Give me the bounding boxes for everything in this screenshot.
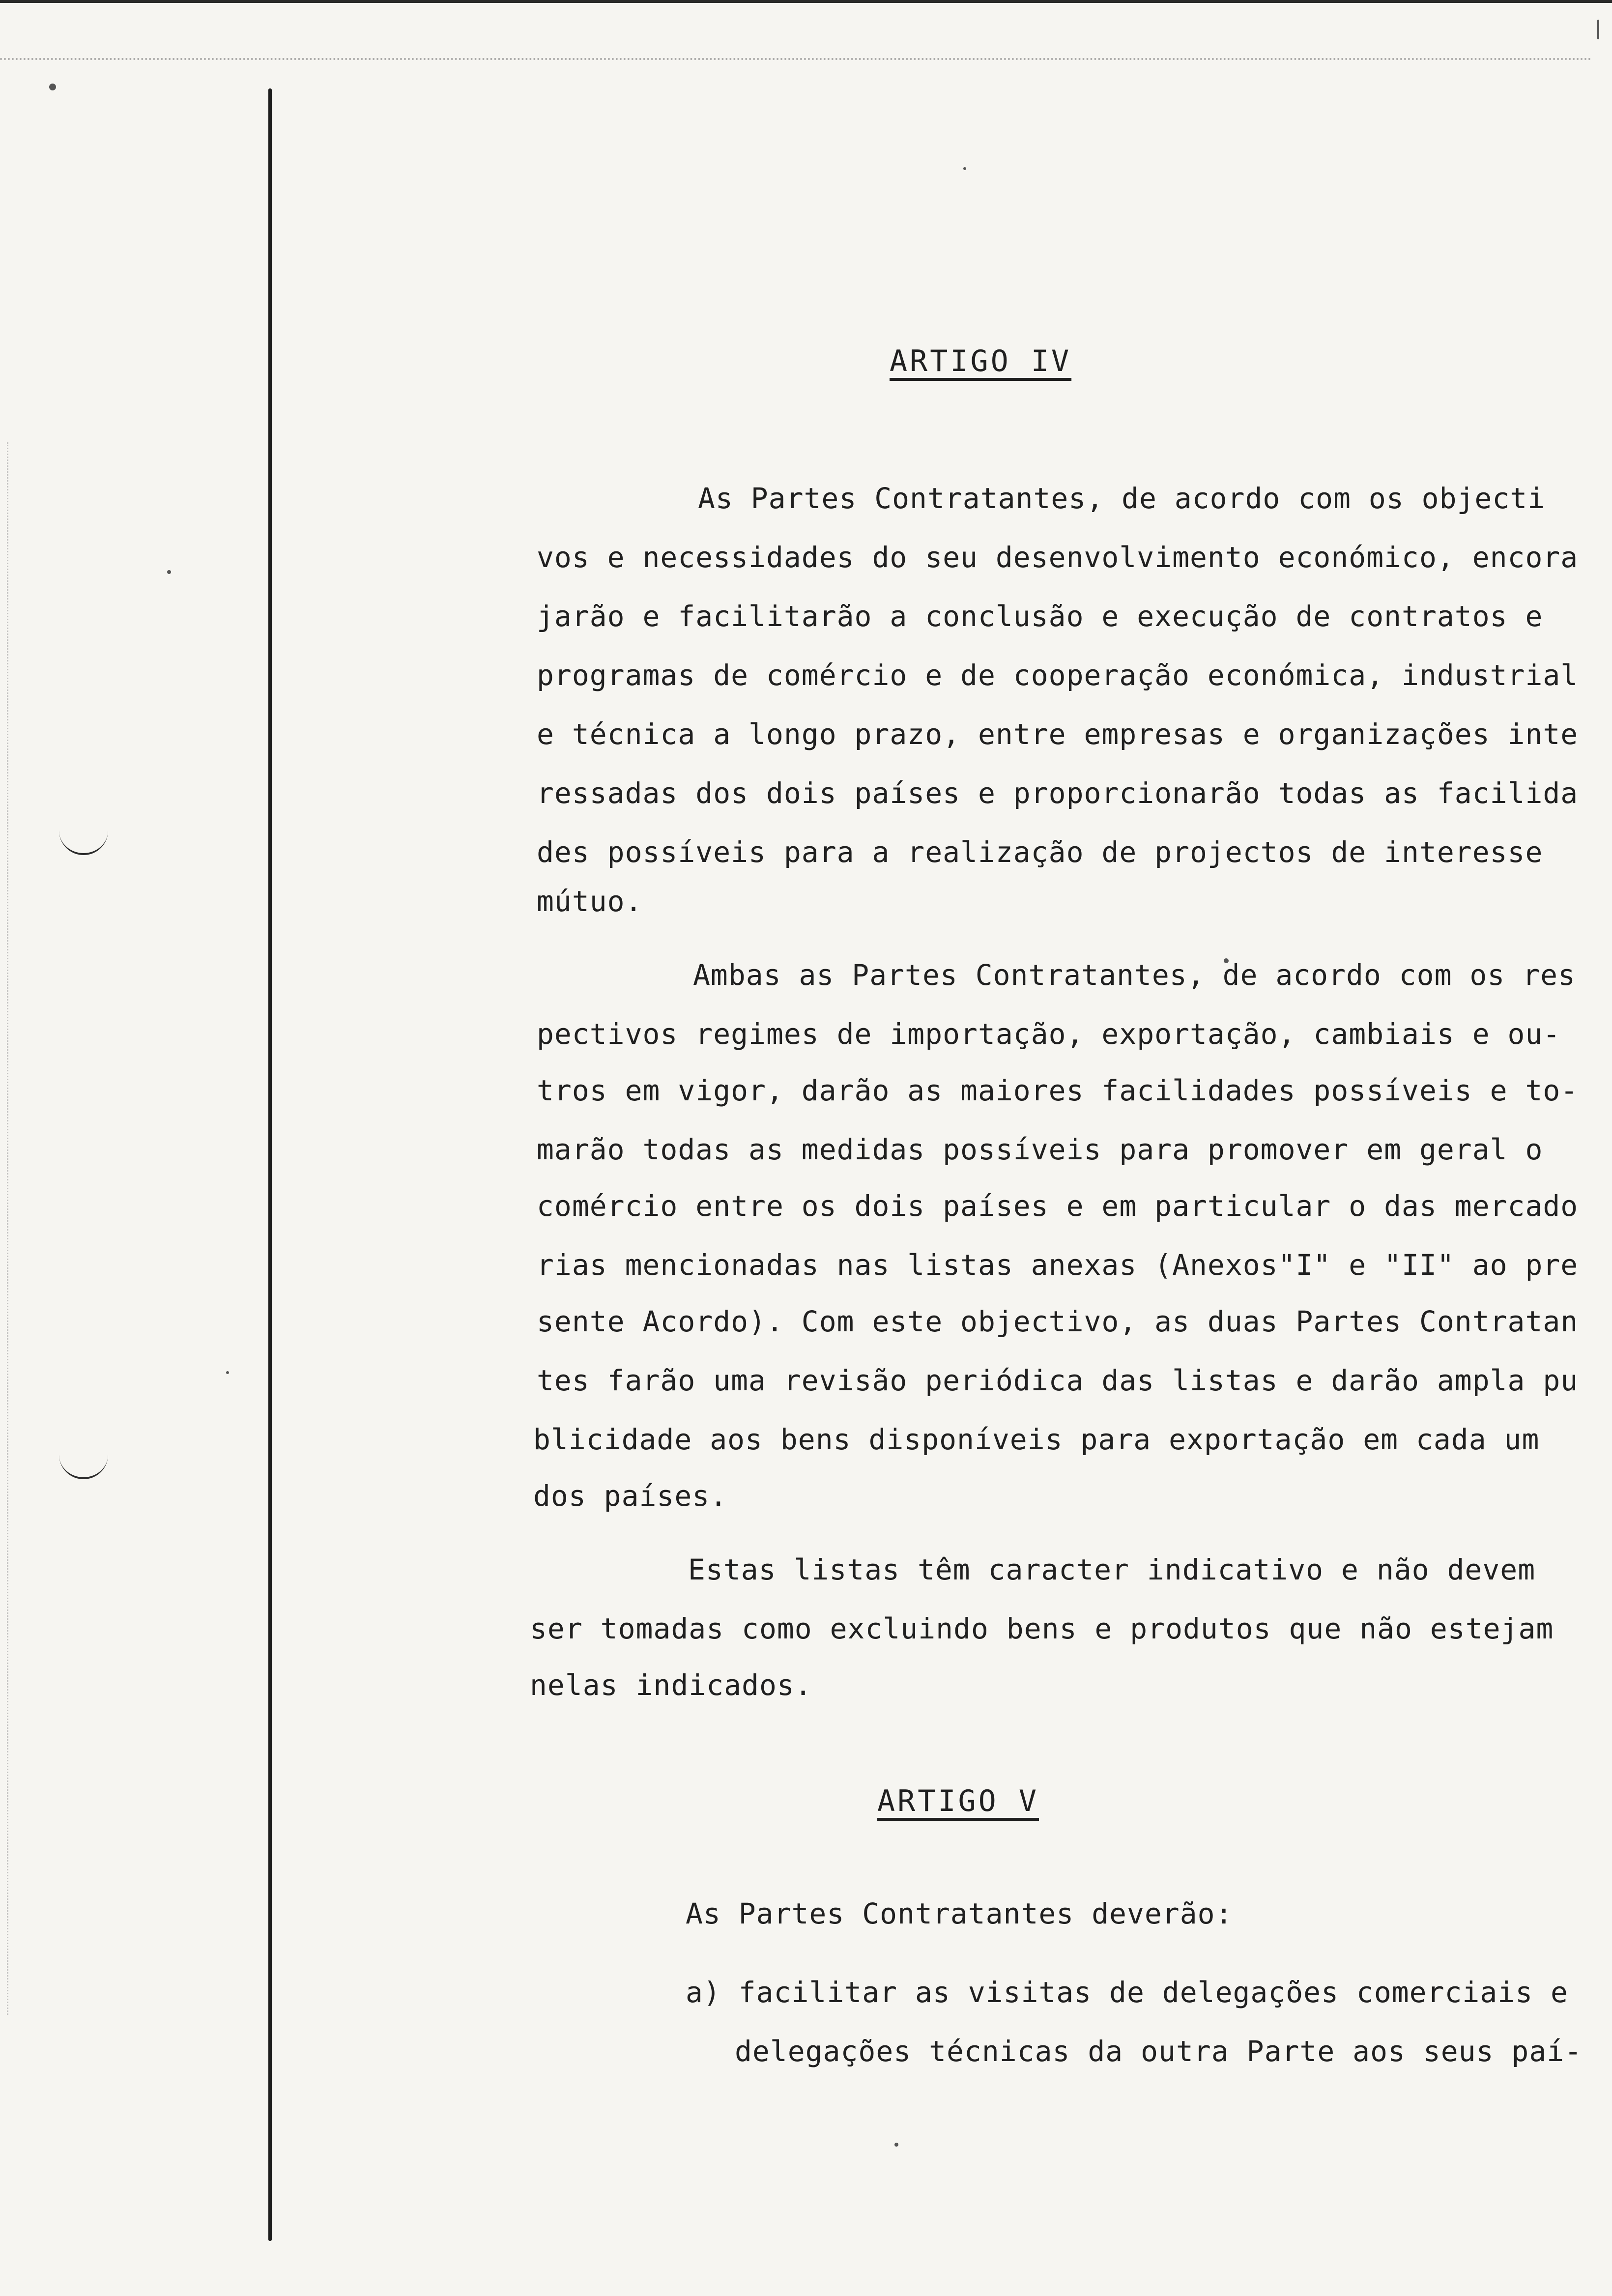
speck <box>894 2143 898 2147</box>
speck <box>226 1371 229 1374</box>
dotted-header-rule <box>0 58 1592 60</box>
paragraph-line: vos e necessidades do seu desenvolvimento económico, encora <box>537 541 1579 574</box>
list-item-line: a) facilitar as visitas de delegações comerciais e <box>686 1976 1568 2009</box>
paragraph-line: nelas indicados. <box>530 1668 812 1702</box>
paragraph-line: ser tomadas como excluindo bens e produtos que não estejam <box>530 1612 1554 1645</box>
paragraph-line: ressadas dos dois países e proporcionarão todas as facilida <box>537 776 1579 810</box>
paragraph-line: programas de comércio e de cooperação económica, industrial <box>537 659 1579 692</box>
paragraph-line: pectivos regimes de importação, exportação, cambiais e ou- <box>537 1017 1561 1051</box>
top-edge-rule <box>0 0 1612 3</box>
paragraph-line: marão todas as medidas possíveis para promover em geral o <box>537 1133 1543 1166</box>
paragraph-line: tes farão uma revisão periódica das listas e darão ampla pu <box>537 1364 1579 1397</box>
left-margin-line <box>268 88 272 2241</box>
paragraph-line: dos países. <box>533 1479 728 1513</box>
paragraph-line: mútuo. <box>537 885 643 918</box>
paragraph-line: sente Acordo). Com este objectivo, as duas Partes Contratan <box>537 1305 1579 1338</box>
list-item-line: delegações técnicas da outra Parte aos seus paí- <box>735 2035 1583 2068</box>
speck <box>1597 20 1599 39</box>
paragraph-line: rias mencionadas nas listas anexas (Anexos"I" e "II" ao pre <box>537 1248 1579 1282</box>
article-iv-heading: ARTIGO IV <box>890 344 1072 378</box>
paragraph-line: jarão e facilitarão a conclusão e execução de contratos e <box>537 600 1543 633</box>
paragraph-line: des possíveis para a realização de projectos de interesse <box>537 835 1543 869</box>
article-v-intro: As Partes Contratantes deverão: <box>686 1897 1233 1930</box>
paragraph-line: comércio entre os dois países e em particular o das mercado <box>537 1189 1579 1223</box>
speck <box>963 167 966 170</box>
paragraph-line: As Partes Contratantes, de acordo com os objecti <box>698 482 1546 515</box>
speck <box>167 570 171 574</box>
paragraph-line: Estas listas têm caracter indicativo e não devem <box>688 1553 1536 1586</box>
punch-hole-mark <box>59 1455 108 1479</box>
paragraph-line: Ambas as Partes Contratantes, de acordo com os res <box>693 958 1576 992</box>
paragraph-line: tros em vigor, darão as maiores facilidades possíveis e to- <box>537 1074 1579 1107</box>
left-edge-dotted-line <box>7 442 10 2015</box>
paragraph-line: e técnica a longo prazo, entre empresas e organizações inte <box>537 718 1579 751</box>
article-v-heading: ARTIGO V <box>877 1784 1039 1818</box>
punch-hole-mark <box>59 831 108 855</box>
paragraph-line: blicidade aos bens disponíveis para exportação em cada um <box>533 1423 1540 1456</box>
speck <box>49 84 56 90</box>
